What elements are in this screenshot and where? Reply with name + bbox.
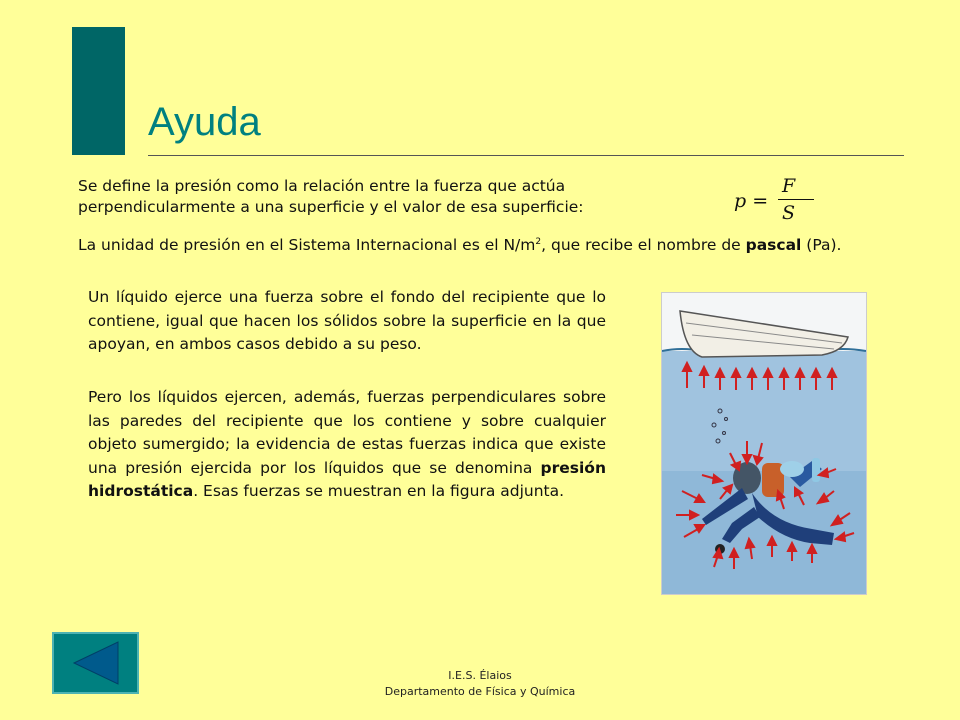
footer <box>330 668 630 700</box>
unit-text-before: La unidad de presión en el Sistema Internacional es el N/m <box>78 236 536 255</box>
paragraph2-after: . Esas fuerzas se muestran en la figura adjunta. <box>193 482 565 500</box>
formula-fraction-bar <box>778 199 814 200</box>
liquid-paragraph-2 <box>88 386 606 504</box>
definition-line-1: Se define la presión como la relación entre la fuerza que actúa <box>78 177 566 195</box>
formula-denominator: S <box>782 202 796 224</box>
unit-text-middle: , que recibe el nombre de <box>541 236 746 255</box>
paragraph2-bold: presión hidrostática <box>88 458 606 500</box>
accent-bar <box>72 27 125 155</box>
definition-text <box>78 176 708 218</box>
liquid-paragraph-1: Un líquido ejerce una fuerza sobre el fondo del recipiente que lo contiene, igual que hacen los sólidos sobre la superficie en la que apoyan, en ambos casos debido a su peso. <box>88 288 606 353</box>
unit-text-after: (Pa). <box>801 236 842 255</box>
page-title: Ayuda <box>148 100 261 144</box>
unit-superscript: 2 <box>535 237 542 247</box>
title-divider <box>148 155 904 156</box>
footer-department: Departamento de Física y Química <box>384 685 576 698</box>
footer-school: I.E.S. Élaios <box>448 669 512 682</box>
back-button[interactable] <box>52 632 139 694</box>
paragraph2-before: Pero los líquidos ejercen, además, fuerzas perpendiculares sobre las paredes del recipiente que los contiene y sobre cualquier objeto sumergido; la evidencia de estas fuerzas indica que existe una presión ejercida por los líquidos que se denomina <box>88 388 606 477</box>
pressure-formula <box>734 174 824 226</box>
formula-lhs: p = <box>734 190 769 212</box>
definition-line-2: perpendicularmente a una superficie y el valor de esa superficie: <box>78 198 584 216</box>
back-arrow-icon <box>54 634 137 692</box>
unit-text <box>78 231 878 257</box>
formula-numerator: F <box>782 175 796 197</box>
unit-bold-pascal: pascal <box>745 236 802 255</box>
illustration-svg <box>662 293 866 594</box>
hydrostatic-pressure-illustration <box>661 292 867 595</box>
